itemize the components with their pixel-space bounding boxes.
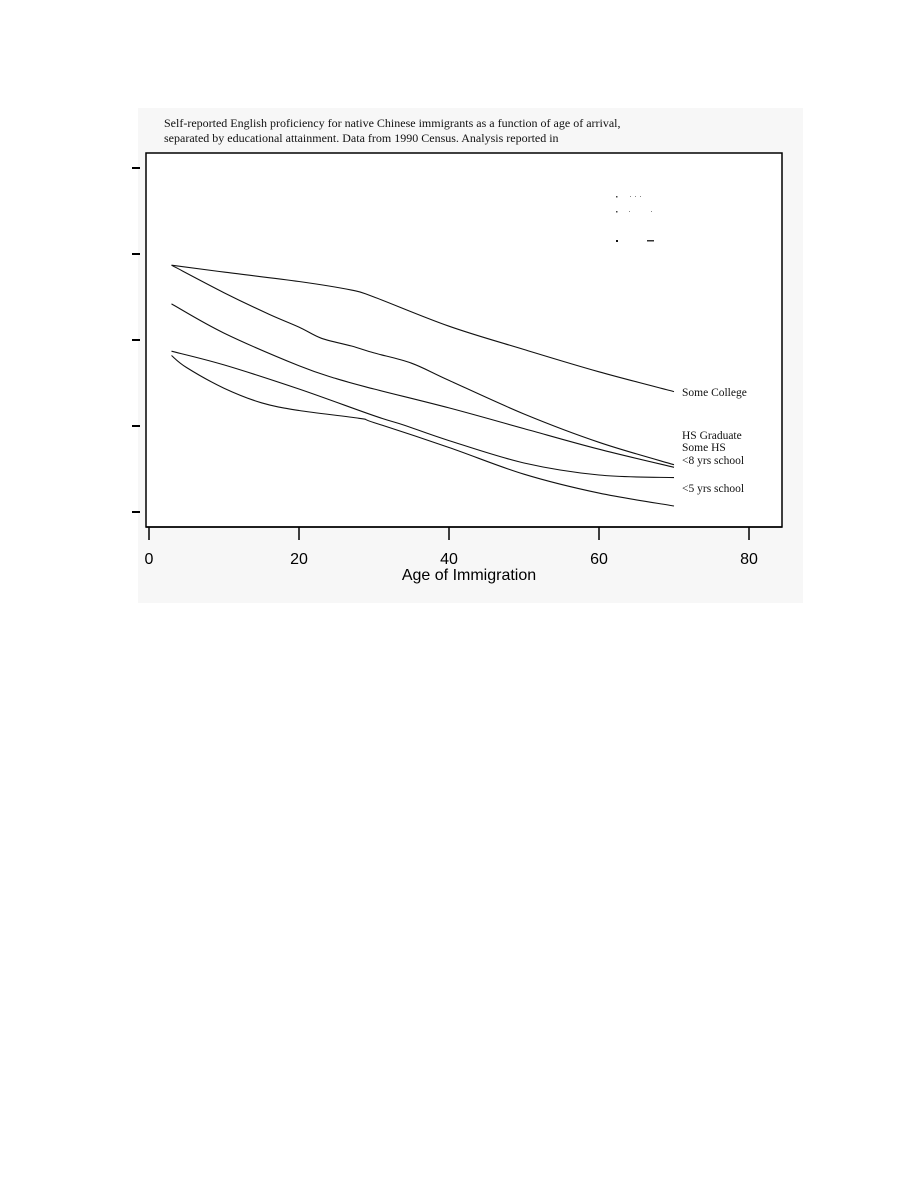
series-label: <8 yrs school bbox=[682, 455, 745, 467]
plot-frame bbox=[146, 153, 782, 527]
x-tick-label: 0 bbox=[144, 551, 154, 568]
x-axis-title: Age of Immigration bbox=[401, 567, 537, 584]
legend-mark bbox=[630, 196, 631, 197]
y-axis-ticks bbox=[132, 168, 140, 512]
legend-mark bbox=[616, 196, 618, 198]
caption-line-2: separated by educational attainment. Data from 1990 Census. Analysis reported in bbox=[164, 131, 559, 145]
legend-mark bbox=[629, 211, 630, 212]
series-label: Some HS bbox=[682, 442, 726, 454]
series-label: HS Graduate bbox=[682, 430, 742, 442]
legend-mark bbox=[635, 196, 636, 197]
x-tick-label: 20 bbox=[290, 551, 308, 568]
x-axis-ticks bbox=[145, 527, 758, 568]
legend-mark bbox=[616, 211, 618, 213]
x-tick-label: 40 bbox=[440, 551, 458, 568]
series-label: <5 yrs school bbox=[682, 483, 745, 495]
legend-mark bbox=[616, 240, 618, 242]
legend-mark bbox=[640, 196, 641, 197]
x-tick-label: 60 bbox=[590, 551, 608, 568]
legend-mark bbox=[647, 240, 654, 242]
legend-mark bbox=[651, 211, 652, 212]
series-label: Some College bbox=[682, 387, 747, 399]
x-tick-label: 80 bbox=[740, 551, 758, 568]
caption-line-1: Self-reported English proficiency for native Chinese immigrants as a function of age of arrival, bbox=[164, 116, 621, 130]
